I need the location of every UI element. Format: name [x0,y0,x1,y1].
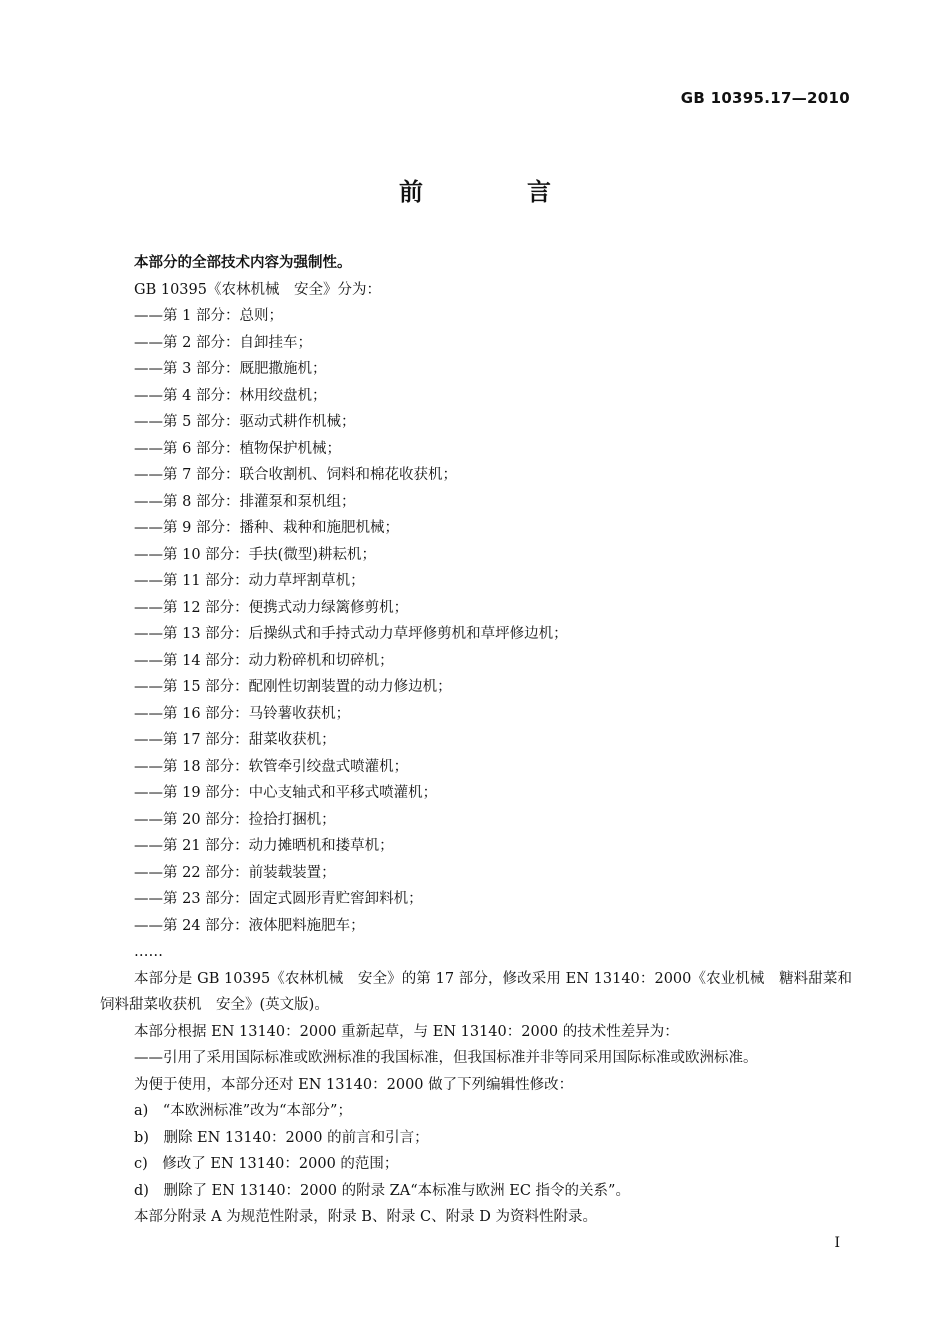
parts-intro: GB 10395《农林机械 安全》分为： [134,281,381,298]
list-item: ——第 17 部分：甜菜收获机； [134,732,336,748]
list-item: ——第 7 部分：联合收割机、饲料和棉花收获机； [134,467,457,483]
list-item: ——第 4 部分：林用绞盘机； [134,387,327,404]
list-item: ——第 14 部分：动力粉碎机和切碎机； [134,652,394,669]
list-item: ——第 22 部分：前装载装置； [134,864,336,881]
list-item: ——第 11 部分：动力草坪割草机； [134,573,365,589]
adoption-paragraph: 本部分是 GB 10395《农林机械 安全》的第 17 部分，修改采用 EN 13140：2000《农业机械 糖料甜菜和饲料甜菜收获机 安全》(英文版)。 [100,970,852,1013]
list-item: ——第 20 部分：捡拾打捆机； [134,811,336,828]
list-item: ——第 2 部分：自卸挂车； [134,334,312,351]
list-item: ——第 15 部分：配刚性切割装置的动力修边机； [134,679,452,695]
redrafted-paragraph: 本部分根据 EN 13140：2000 重新起草，与 EN 13140：2000 的技术性差异为： [134,1023,679,1040]
list-item: ——第 21 部分：动力摊晒机和搂草机； [134,838,394,854]
list-item: ——第 1 部分：总则； [134,308,283,324]
technical-difference: ——引用了采用国际标准或欧洲标准的我国标准，但我国标准并非等同采用国际标准或欧洲标准。 [134,1050,758,1066]
list-item: ——第 18 部分：软管牵引绞盘式喷灌机； [134,758,409,775]
list-item: ——第 6 部分：植物保护机械； [134,440,341,457]
list-item: ——第 12 部分：便携式动力绿篱修剪机； [134,599,409,616]
list-item: ——第 19 部分：中心支轴式和平移式喷灌机； [134,785,438,801]
list-item: ——第 10 部分：手扶(微型)耕耘机； [134,546,376,563]
edit-item: a) “本欧洲标准”改为“本部分”； [134,1103,352,1119]
list-item: ——第 8 部分：排灌泵和泵机组； [134,493,356,510]
standard-code: GB 10395.17—2010 [680,89,850,107]
list-item: ——第 23 部分：固定式圆形青贮窖卸料机； [134,891,423,907]
list-item: ——第 13 部分：后操纵式和手持式动力草坪修剪机和草坪修边机； [134,626,568,642]
parts-list [100,303,852,966]
list-ellipsis: …… [134,944,163,960]
annex-statement: 本部分附录 A 为规范性附录，附录 B、附录 C、附录 D 为资料性附录。 [134,1209,597,1225]
list-item: ——第 9 部分：播种、栽种和施肥机械； [134,520,399,536]
edit-item: b) 删除 EN 13140：2000 的前言和引言； [134,1129,429,1146]
list-item: ——第 5 部分：驱动式耕作机械； [134,414,356,430]
page-title: 前 言 [399,178,591,206]
list-item: ——第 16 部分：马铃薯收获机； [134,705,351,722]
editorial-intro: 为便于使用，本部分还对 EN 13140：2000 做了下列编辑性修改： [134,1076,574,1093]
edit-item: c) 修改了 EN 13140：2000 的范围； [134,1156,399,1172]
page-number: I [834,1235,840,1251]
mandatory-statement: 本部分的全部技术内容为强制性。 [134,255,352,271]
list-item: ——第 24 部分：液体肥料施肥车； [134,917,365,934]
edit-item: d) 删除了 EN 13140：2000 的附录 ZA“本标准与欧洲 EC 指令的关系”。 [134,1182,630,1199]
list-item: ——第 3 部分：厩肥撒施机； [134,361,327,377]
document-body [100,250,852,1231]
